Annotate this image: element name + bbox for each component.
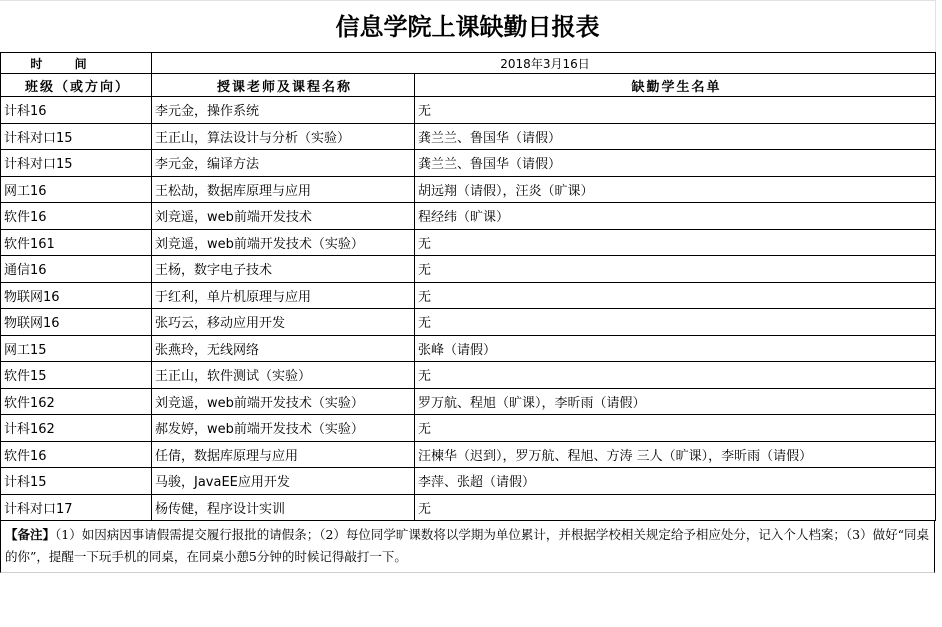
absent-cell: 无 — [415, 256, 936, 283]
absent-cell: 胡远翔（请假），汪炎（旷课） — [415, 176, 936, 203]
class-cell: 计科15 — [1, 468, 152, 495]
absent-cell: 龚兰兰、鲁国华（请假） — [415, 150, 936, 177]
teacher-course-cell: 李元金，操作系统 — [152, 97, 415, 124]
absent-cell: 无 — [415, 282, 936, 309]
class-cell: 计科对口17 — [1, 494, 152, 521]
table-row — [1, 150, 936, 177]
absent-cell: 无 — [415, 362, 936, 389]
teacher-course-cell: 王松劼，数据库原理与应用 — [152, 176, 415, 203]
table-row — [1, 415, 936, 442]
class-cell: 软件16 — [1, 203, 152, 230]
teacher-course-cell: 马骏，JavaEE应用开发 — [152, 468, 415, 495]
class-cell: 网工15 — [1, 335, 152, 362]
teacher-course-cell: 刘竞遥，web前端开发技术（实验） — [152, 388, 415, 415]
class-cell: 计科16 — [1, 97, 152, 124]
table-row — [1, 229, 936, 256]
class-cell: 软件161 — [1, 229, 152, 256]
absent-cell: 程经纬（旷课） — [415, 203, 936, 230]
teacher-course-cell: 李元金，编译方法 — [152, 150, 415, 177]
absent-cell: 张峰（请假） — [415, 335, 936, 362]
class-cell: 物联网16 — [1, 282, 152, 309]
teacher-course-cell: 任倩，数据库原理与应用 — [152, 441, 415, 468]
absent-cell: 罗万航、程旭（旷课），李昕雨（请假） — [415, 388, 936, 415]
absent-cell: 汪楝华（迟到），罗万航、程旭、方涛 三人（旷课），李昕雨（请假） — [415, 441, 936, 468]
teacher-course-cell: 杨传健，程序设计实训 — [152, 494, 415, 521]
table-row — [1, 203, 936, 230]
teacher-course-cell: 王正山，算法设计与分析（实验） — [152, 123, 415, 150]
report-date: 2018年3月16日 — [152, 53, 936, 74]
report-title: 信息学院上课缺勤日报表 — [0, 0, 936, 52]
table-row — [1, 282, 936, 309]
attendance-table — [0, 52, 936, 521]
teacher-course-cell: 张燕玲，无线网络 — [152, 335, 415, 362]
class-cell: 计科对口15 — [1, 150, 152, 177]
header-class: 班级（或方向） — [1, 74, 152, 97]
teacher-course-cell: 王杨，数字电子技术 — [152, 256, 415, 283]
table-row — [1, 176, 936, 203]
teacher-course-cell: 于红利，单片机原理与应用 — [152, 282, 415, 309]
table-row — [1, 256, 936, 283]
time-label: 时 间 — [1, 53, 152, 74]
absent-cell: 无 — [415, 494, 936, 521]
table-row — [1, 468, 936, 495]
notes-text: （1）如因病因事请假需提交履行报批的请假条；（2）每位同学旷课数将以学期为单位累计，并根据学校相关规定给予相应处分，记入个人档案；（3）做好“同桌的你”，提醒一下玩手机的同桌，在同桌小憩5分钟的时候记得敲打一下。 — [5, 527, 930, 564]
table-row — [1, 362, 936, 389]
class-cell: 物联网16 — [1, 309, 152, 336]
absent-cell: 李萍、张超（请假） — [415, 468, 936, 495]
class-cell: 计科162 — [1, 415, 152, 442]
header-row — [1, 74, 936, 97]
table-row — [1, 441, 936, 468]
notes-label: 【备注】 — [5, 527, 56, 542]
class-cell: 网工16 — [1, 176, 152, 203]
absent-cell: 龚兰兰、鲁国华（请假） — [415, 123, 936, 150]
table-row — [1, 335, 936, 362]
absent-cell: 无 — [415, 415, 936, 442]
table-row — [1, 123, 936, 150]
class-cell: 计科对口15 — [1, 123, 152, 150]
absent-cell: 无 — [415, 97, 936, 124]
header-teacher-course: 授课老师及课程名称 — [152, 74, 415, 97]
table-row — [1, 97, 936, 124]
table-row — [1, 388, 936, 415]
header-absent: 缺勤学生名单 — [415, 74, 936, 97]
table-row — [1, 494, 936, 521]
absent-cell: 无 — [415, 309, 936, 336]
notes — [0, 521, 935, 573]
teacher-course-cell: 张巧云，移动应用开发 — [152, 309, 415, 336]
class-cell: 软件16 — [1, 441, 152, 468]
teacher-course-cell: 王正山，软件测试（实验） — [152, 362, 415, 389]
teacher-course-cell: 郝发婷，web前端开发技术（实验） — [152, 415, 415, 442]
time-row — [1, 53, 936, 74]
class-cell: 通信16 — [1, 256, 152, 283]
class-cell: 软件15 — [1, 362, 152, 389]
absent-cell: 无 — [415, 229, 936, 256]
table-row — [1, 309, 936, 336]
teacher-course-cell: 刘竞遥，web前端开发技术 — [152, 203, 415, 230]
teacher-course-cell: 刘竞遥，web前端开发技术（实验） — [152, 229, 415, 256]
class-cell: 软件162 — [1, 388, 152, 415]
